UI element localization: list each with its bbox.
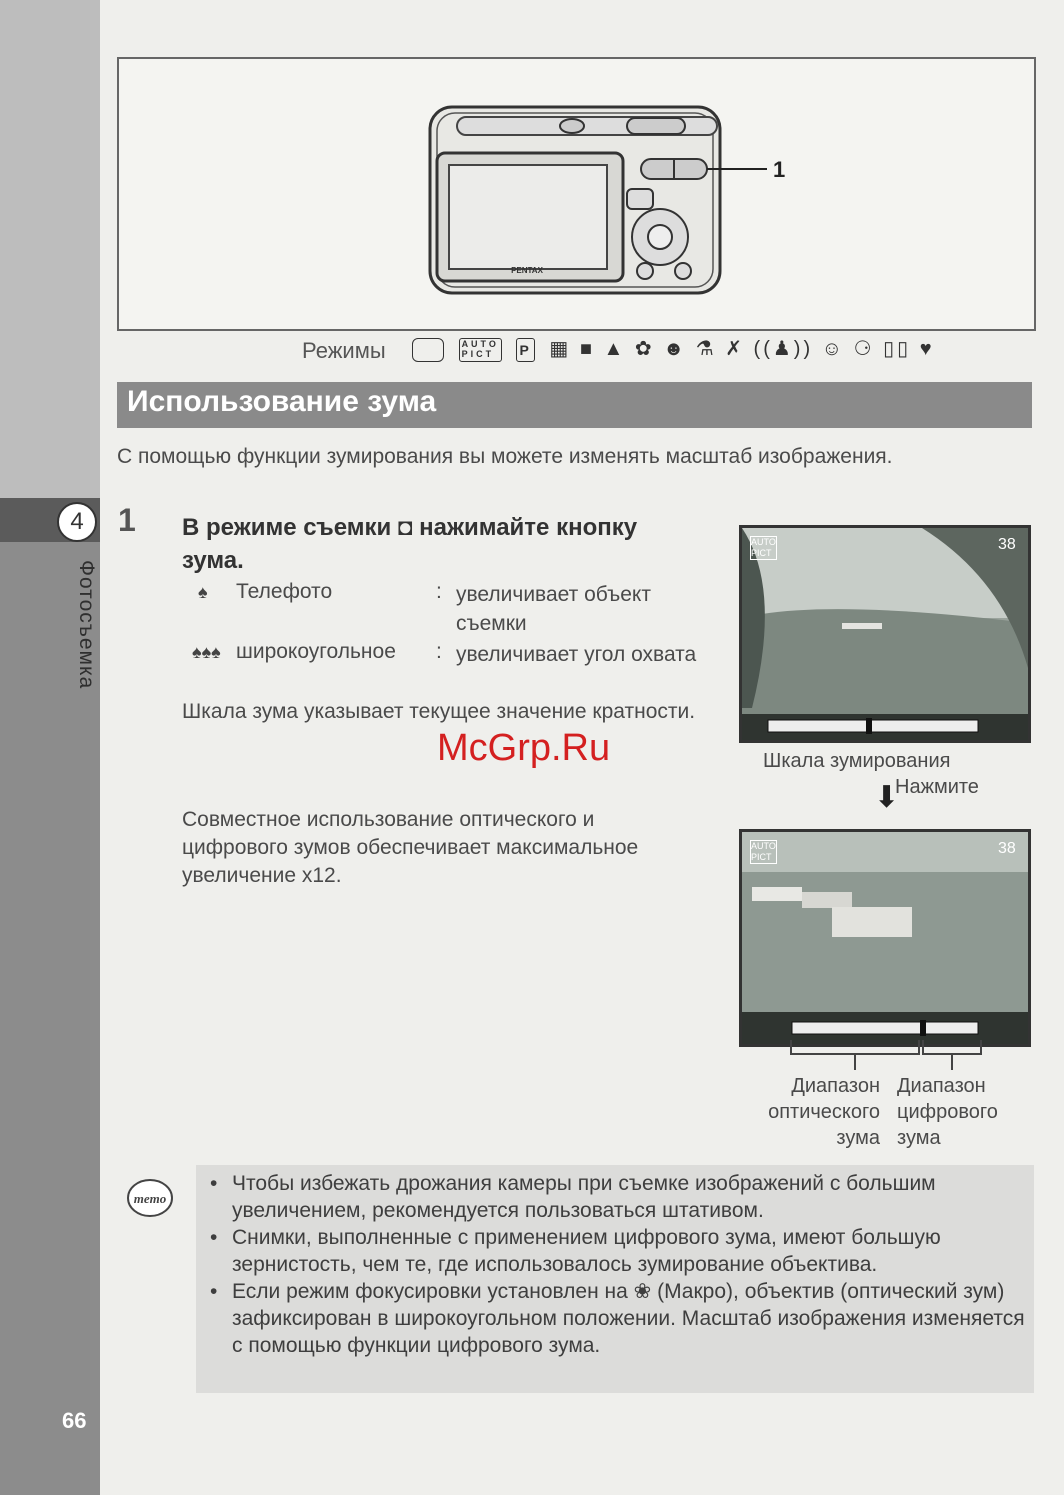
- wide-colon: :: [436, 640, 442, 663]
- zoom-scale-text: Шкала зума указывает текущее значение кратности.: [182, 700, 696, 723]
- watermark: McGrp.Ru: [437, 727, 611, 769]
- chapter-title: Фотосъемка: [75, 560, 98, 690]
- auto-pict-hud: AUTO PICT: [751, 537, 776, 558]
- intro-text: С помощью функции зумирования вы можете изменять масштаб изображения.: [117, 445, 893, 468]
- arrow-down-icon: ⬇: [874, 781, 900, 814]
- range-brackets: [785, 1040, 985, 1070]
- digital-range-label: Диапазон цифрового зума: [897, 1075, 998, 1149]
- step-number: 1: [118, 502, 136, 538]
- memo-item: • Снимки, выполненные с применением цифрового зума, имеют большую зернистость, чем те, где использовалось зумирование объектива.: [208, 1224, 1028, 1278]
- auto-pict-hud: AUTO PICT: [751, 841, 776, 862]
- program-mode-icon: P: [516, 338, 534, 362]
- page-number: 66: [62, 1408, 87, 1433]
- memo-item: • Если режим фокусировки установлен на ❀ (Макро), объектив (оптический зум) зафиксирован в широкоугольном положении. Масштаб изображения изменяется с помощью функции цифрового зума.: [208, 1278, 1028, 1359]
- landscape-wide: [742, 528, 1028, 740]
- tele-desc: увеличивает объект съемки: [456, 583, 651, 635]
- optical-range-label: Диапазон оптического зума: [768, 1075, 880, 1149]
- zoom-scale-label: Шкала зумирования: [763, 750, 951, 772]
- shots-remaining: 38: [998, 536, 1016, 553]
- modes-label: Режимы: [302, 338, 386, 363]
- camera-back-drawing: [119, 59, 1034, 329]
- camera-mode-icon: [412, 338, 444, 362]
- screen-wide: [739, 525, 1031, 743]
- tele-colon: :: [436, 580, 442, 603]
- callout-1: 1: [773, 157, 786, 182]
- chapter-number: 4: [57, 502, 97, 542]
- press-label: Нажмите: [895, 776, 979, 798]
- combined-zoom-text: Совместное использование оптического и цифрового зумов обеспечивает максимальное увеличение x12.: [182, 808, 639, 887]
- step-title: В режиме съемки ◘ нажимайте кнопку зума.: [182, 514, 638, 574]
- modes-icons: [412, 336, 935, 362]
- scene-mode-icons: ▦ ■ ▲ ✿ ☻ ⚗ ✗ ((♟)) ☺ ⚆ ▯▯ ♥: [549, 338, 935, 360]
- memo-list: [208, 1170, 1028, 1359]
- brand-text: PENTAX: [511, 266, 543, 275]
- camera-illustration: [117, 57, 1036, 331]
- svg-text:memo: memo: [133, 1191, 167, 1206]
- memo-icon: [122, 1172, 174, 1220]
- wide-icon: ♠♠♠: [192, 642, 221, 662]
- auto-pict-icon: AUTO PICT: [459, 338, 502, 362]
- tele-icon: ♠: [198, 582, 208, 602]
- wide-desc: увеличивает угол охвата: [456, 643, 697, 666]
- tele-term: Телефото: [236, 580, 333, 603]
- sidebar-top: [0, 0, 100, 498]
- section-heading: Использование зума: [127, 385, 437, 418]
- wide-term: широкоугольное: [236, 640, 396, 663]
- screen-tele: [739, 829, 1031, 1047]
- memo-item: • Чтобы избежать дрожания камеры при съемке изображений с большим увеличением, рекомендуется пользоваться штативом.: [208, 1170, 1028, 1224]
- landscape-tele: [742, 832, 1028, 1044]
- shots-remaining: 38: [998, 840, 1016, 857]
